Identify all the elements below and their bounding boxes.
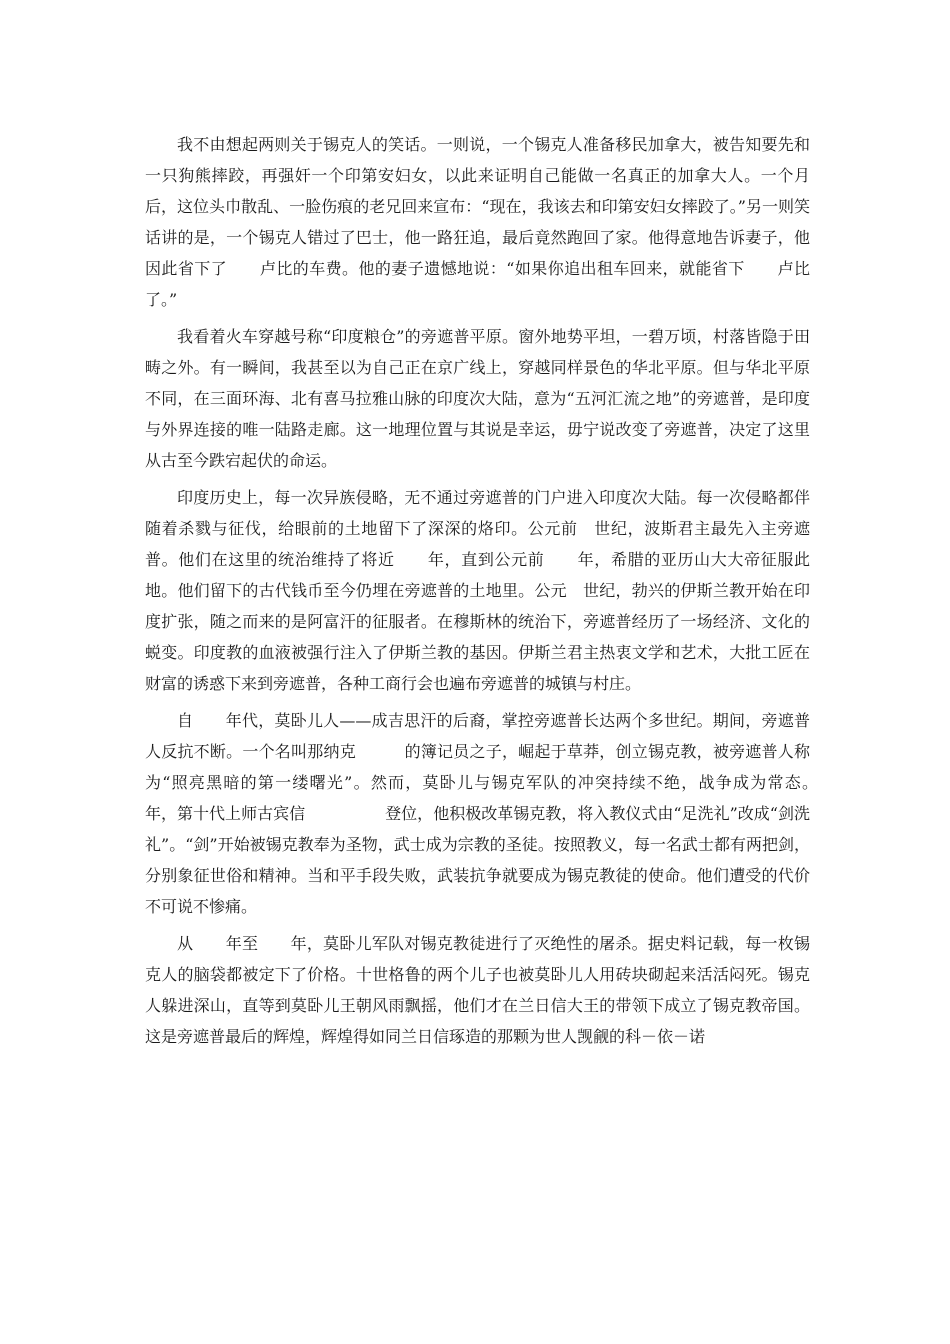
paragraph-massacre-empire: 从 年至 年，莫卧儿军队对锡克教徒进行了灭绝性的屠杀。据史料记载，每一枚锡克人的脑袋都被定下了价格。十世格鲁的两个儿子也被莫卧儿人用砖块砌起来活活闷死。锡克人躲进深山，直等到莫卧儿王朝风雨飘摇，他们才在兰日信大王的带领下成立了锡克教帝国。这是旁遮普最后的辉煌，辉煌得如同兰日信琢造的那颗为世人觊觎的科－依－诺 [145,934,810,1046]
paragraph-invasions-history: 印度历史上，每一次异族侵略，无不通过旁遮普的门户进入印度次大陆。每一次侵略都伴随着杀戮与征伐，给眼前的土地留下了深深的烙印。公元前 世纪，波斯君主最先入主旁遮普。他们在这里的统治维持了将近 年，直到公元前 年，希腊的亚历山大大帝征服此地。他们留下的古代钱币至今仍埋在旁遮普的土地里。公元 世纪，勃兴的伊斯兰教开始在印度扩张，随之而来的是阿富汗的征服者。在穆斯林的统治下，旁遮普经历了一场经济、文化的蜕变。印度教的血液被强行注入了伊斯兰教的基因。伊斯兰君主热衷文学和艺术，大批工匠在财富的诱惑下来到旁遮普，各种工商行会也遍布旁遮普的城镇与村庄。 [145,488,810,693]
paragraph-mughal-rule: 自 年代，莫卧儿人——成吉思汗的后裔，掌控旁遮普长达两个多世纪。期间，旁遮普人反抗不断。一个名叫那纳克 的簿记员之子，崛起于草莽，创立锡克教，被旁遮普人称为“照亮黑暗的第一缕曙光”。然而，莫卧儿与锡克军队的冲突持续不绝，战争成为常态。 年，第十代上师古宾信 登位，他积极改革锡克教，将入教仪式由“足洗礼”改成“剑洗礼”。“剑”开始被锡克教奉为圣物，武士成为宗教的圣徒。按照教义，每一名武士都有两把剑，分别象征世俗和精神。当和平手段失败，武装抗争就要成为锡克教徒的使命。他们遭受的代价不可说不惨痛。 [145,711,843,916]
paragraph-sikh-jokes: 我不由想起两则关于锡克人的笑话。一则说，一个锡克人准备移民加拿大，被告知要先和一只狗熊摔跤，再强奸一个印第安妇女，以此来证明自己能做一名真正的加拿大人。一个月后，这位头巾散乱、一脸伤痕的老兄回来宣布：“现在，我该去和印第安妇女摔跤了。”另一则笑话讲的是，一个锡克人错过了巴士，他一路狂追，最后竟然跑回了家。他得意地告诉妻子，他因此省下了 卢比的车费。他的妻子遗憾地说：“如果你追出租车回来，就能省下 卢比了。” [145,135,810,309]
article-body [145,129,843,1058]
paragraph-punjab-plain: 我看着火车穿越号称“印度粮仓”的旁遮普平原。窗外地势平坦，一碧万顷，村落皆隐于田畴之外。有一瞬间，我甚至以为自己正在京广线上，穿越同样景色的华北平原。但与华北平原不同，在三面环海、北有喜马拉雅山脉的印度次大陆，意为“五河汇流之地”的旁遮普，是印度与外界连接的唯一陆路走廊。这一地理位置与其说是幸运，毋宁说改变了旁遮普，决定了这里从古至今跌宕起伏的命运。 [145,327,810,470]
